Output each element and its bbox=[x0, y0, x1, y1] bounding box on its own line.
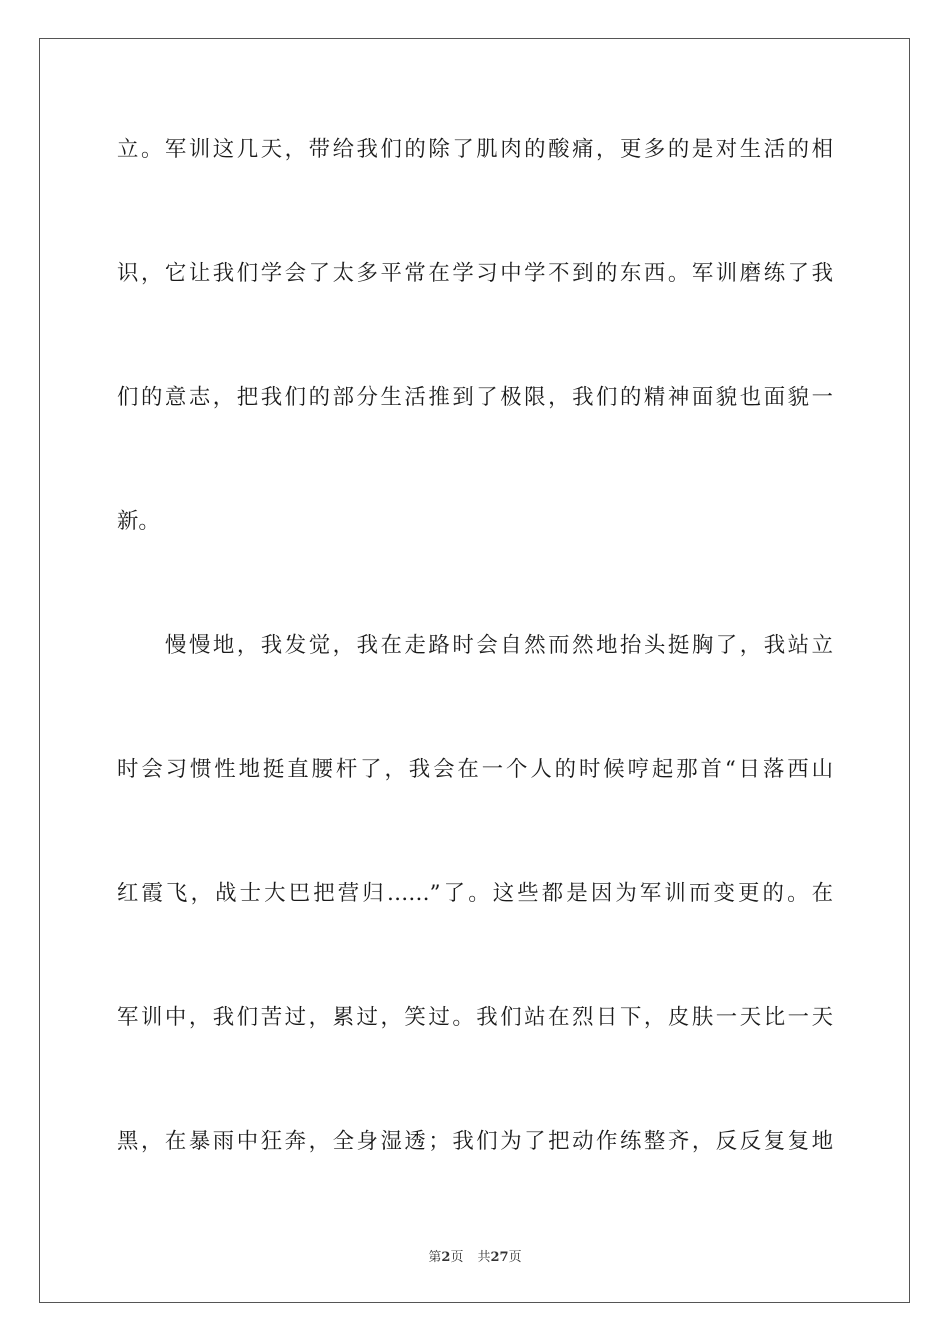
text-line-7: 红霞飞，战士大巴把营归……”了。这些都是因为军训而变更的。在 bbox=[117, 881, 833, 906]
page-suffix: 页 bbox=[450, 1250, 464, 1265]
text-line-4: 新。 bbox=[117, 509, 160, 534]
text-line-6: 时会习惯性地挺直腰杆了，我会在一个人的时候哼起那首“日落西山 bbox=[117, 757, 833, 782]
total-suffix: 页 bbox=[508, 1250, 522, 1265]
page-number: 2 bbox=[441, 1250, 451, 1265]
total-prefix: 共 bbox=[477, 1250, 491, 1265]
text-line-9: 黑，在暴雨中狂奔，全身湿透；我们为了把动作练整齐，反反复复地 bbox=[117, 1129, 833, 1154]
page-prefix: 第 bbox=[428, 1250, 442, 1265]
text-line-5: 慢慢地，我发觉，我在走路时会自然而然地抬头挺胸了，我站立 bbox=[165, 633, 833, 658]
text-line-1: 立。军训这几天，带给我们的除了肌肉的酸痛，更多的是对生活的相 bbox=[117, 137, 833, 162]
text-line-3: 们的意志，把我们的部分生活推到了极限，我们的精神面貌也面貌一 bbox=[117, 385, 833, 410]
total-pages: 27 bbox=[490, 1250, 509, 1265]
page-footer bbox=[0, 1246, 950, 1265]
document-body bbox=[117, 122, 833, 1238]
text-line-2: 识，它让我们学会了太多平常在学习中学不到的东西。军训磨练了我 bbox=[117, 261, 833, 286]
text-line-8: 军训中，我们苦过，累过，笑过。我们站在烈日下，皮肤一天比一天 bbox=[117, 1005, 833, 1030]
